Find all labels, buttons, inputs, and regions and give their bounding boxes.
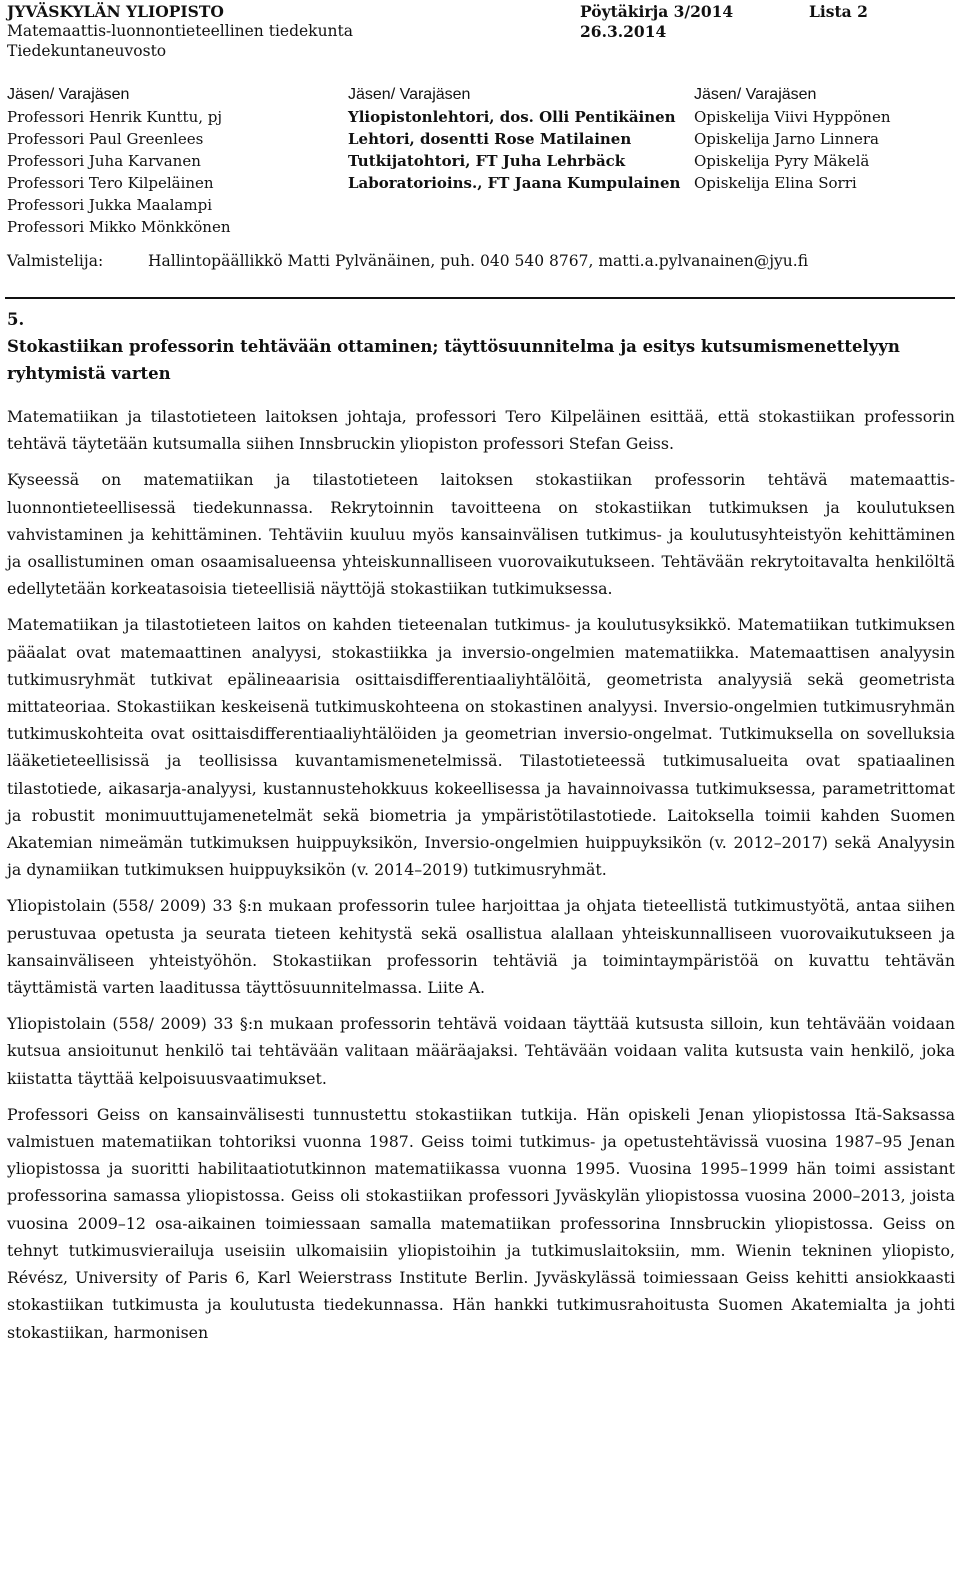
members-heading: Jäsen/ Varajäsen	[7, 86, 130, 103]
paragraph: Yliopistolain (558/ 2009) 33 §:n mukaan professorin tehtävä voidaan täyttää kutsusta silloin, kun tehtävään voidaan kutsua ansioitunut henkilö tai tehtävään valitaan määräajaksi. Tehtävään voidaan valita kutsusta vain henkilö, joka kiistatta täyttää kelpoisuusvaatimukset.	[7, 1014, 955, 1088]
item-number: 5.	[7, 310, 25, 329]
member-name: Opiskelija Jarno Linnera	[694, 130, 879, 148]
member-name: Lehtori, dosentti Rose Matilainen	[348, 130, 632, 148]
members-column-1	[7, 84, 230, 238]
members-column-3	[694, 84, 891, 194]
member-name: Laboratorioins., FT Jaana Kumpulainen	[348, 174, 681, 192]
paragraph: Kyseessä on matematiikan ja tilastotieteen laitoksen stokastiikan professorin tehtävä matemaattis-luonnontieteellisessä tiedekunnassa. Rekrytoinnin tavoitteena on stokastiikan tutkimuksen ja koulutuksen vahvistaminen ja kehittäminen. Tehtäviin kuuluu myös kansainvälisen tutkimus- ja koulutusyhteistyön kehittäminen ja osallistuminen oman osaamisalueensa yhteiskunnalliseen vuorovaikutukseen. Tehtävään rekrytoitavalta henkilöltä edellytetään korkeatasoisia tieteellisiä näyttöjä stokastiikan tutkimuksessa.	[7, 470, 955, 599]
member-name: Opiskelija Elina Sorri	[694, 174, 857, 192]
member-name: Opiskelija Pyry Mäkelä	[694, 152, 870, 170]
preparer-value: Hallintopäällikkö Matti Pylvänäinen, puh. 040 540 8767, matti.a.pylvanainen@jyu.fi	[148, 252, 809, 270]
protocol-number: Pöytäkirja 3/2014	[580, 2, 734, 21]
paragraph: Professori Geiss on kansainvälisesti tunnustettu stokastiikan tutkija. Hän opiskeli Jenan yliopistossa Itä-Saksassa valmistuen matematiikan tohtoriksi vuonna 1987. Geiss toimi tutkimus- ja opetustehtävissä vuosina 1987–95 Jenan yliopistossa ja suoritti habilitaatiotutkinnon matematiikassa vuonna 1995. Vuosina 1995–1999 hän toimi assistant professorina samassa yliopistossa. Geiss oli stokastiikan professori Jyväskylän yliopistossa vuosina 2000–2013, joista vuosina 2009–12 osa-aikainen toimiessaan samalla matematiikan professorina Innsbruckin yliopistossa. Geiss on tehnyt tutkimusvierailuja useisiin ulkomaisiin yliopistoihin ja tutkimuslaitoksiin, mm. Wienin tekninen yliopisto, Révész, University of Paris 6, Karl Weierstrass Institute Berlin. Jyväskylässä toimiessaan Geiss kehitti ansiokkaasti stokastiikan tutkimusta ja koulutusta tiedekunnassa. Hän hankki tutkimusrahoitusta Suomen Akatemialta ja johti stokastiikan, harmonisen	[7, 1104, 955, 1342]
member-name: Professori Mikko Mönkkönen	[7, 218, 231, 236]
members-heading: Jäsen/ Varajäsen	[348, 86, 471, 103]
member-name: Yliopistonlehtori, dos. Olli Pentikäinen	[348, 108, 676, 126]
member-name: Professori Henrik Kunttu, pj	[7, 108, 223, 126]
faculty-name: Matemaattis-luonnontieteellinen tiedekunta	[7, 22, 354, 40]
item-title: Stokastiikan professorin tehtävään ottaminen; täyttösuunnitelma ja esitys kutsumismenettelyyn ryhtymistä varten	[7, 337, 900, 383]
meeting-date: 26.3.2014	[580, 22, 667, 41]
agenda-item	[7, 306, 955, 1355]
member-name: Professori Tero Kilpeläinen	[7, 174, 214, 192]
member-name: Professori Juha Karvanen	[7, 152, 201, 170]
paragraph: Matematiikan ja tilastotieteen laitoksen johtaja, professori Tero Kilpeläinen esittää, että stokastiikan professorin tehtävä täytetään kutsumalla siihen Innsbruckin yliopiston professori Stefan Geiss.	[7, 407, 955, 454]
members-heading: Jäsen/ Varajäsen	[694, 86, 817, 103]
member-name: Professori Jukka Maalampi	[7, 196, 213, 214]
preparer-label: Valmistelija:	[7, 252, 104, 270]
member-name: Professori Paul Greenlees	[7, 130, 204, 148]
paragraph: Matematiikan ja tilastotieteen laitos on kahden tieteenalan tutkimus- ja koulutusyksikkö. Matematiikan tutkimuksen pääalat ovat matemaattinen analyysi, stokastiikka ja inversio-ongelmien matematiikka. Matemaattisen analyysin tutkimusryhmät tutkivat epälineaarisia osittaisdifferentiaaliyhtälöitä, geometrista analyysiä sekä geometrista mittateoriaa. Stokastiikan keskeisenä tutkimuskohteena on stokastinen analyysi. Inversio-ongelmien tutkimusryhmän tutkimuskohteita ovat osittaisdifferentiaaliyhtälöiden ja geometrian inversio-ongelmat. Tutkimuksella on sovelluksia lääketieteellisissä ja teollisissa kuvantamismenetelmissä. Tilastotieteessä tutkimusalueita ovat spatiaalinen tilastotiede, aikasarja-analyysi, kustannustehokkuus kokeellisessa ja havainnoivassa tutkimuksessa, parametrittomat ja robustit monimuuttujamenetelmät sekä biometria ja ympäristötilastotiede. Laitoksella toimii kahden Suomen Akatemian nimeämän tutkimuksen huippuyksikön, Inversio-ongelmien huippuyksikön (v. 2012–2017) sekä Analyysin ja dynamiikan tutkimuksen huippuyksikön (v. 2014–2019) tutkimusryhmät.	[7, 615, 955, 880]
members-column-2	[348, 84, 680, 194]
paragraph: Yliopistolain (558/ 2009) 33 §:n mukaan professorin tulee harjoittaa ja ohjata tieteellistä tutkimustyötä, antaa siihen perustuvaa opetusta ja seurata tieteen kehitystä sekä osallistua alallaan yhteiskunnalliseen vuorovaikutukseen ja kansainväliseen yhteistyöhön. Stokastiikan professorin tehtäviä ja toimintaympäristöä on kuvattu tehtävän täyttämistä varten laaditussa täyttösuunnitelmassa. Liite A.	[7, 896, 955, 998]
member-name: Tutkijatohtori, FT Juha Lehrbäck	[348, 152, 626, 170]
university-name: JYVÄSKYLÄN YLIOPISTO	[7, 2, 224, 21]
member-name: Opiskelija Viivi Hyppönen	[694, 108, 891, 126]
list-number: Lista 2	[809, 2, 868, 21]
header-divider	[5, 297, 955, 299]
board-name: Tiedekuntaneuvosto	[7, 42, 167, 60]
